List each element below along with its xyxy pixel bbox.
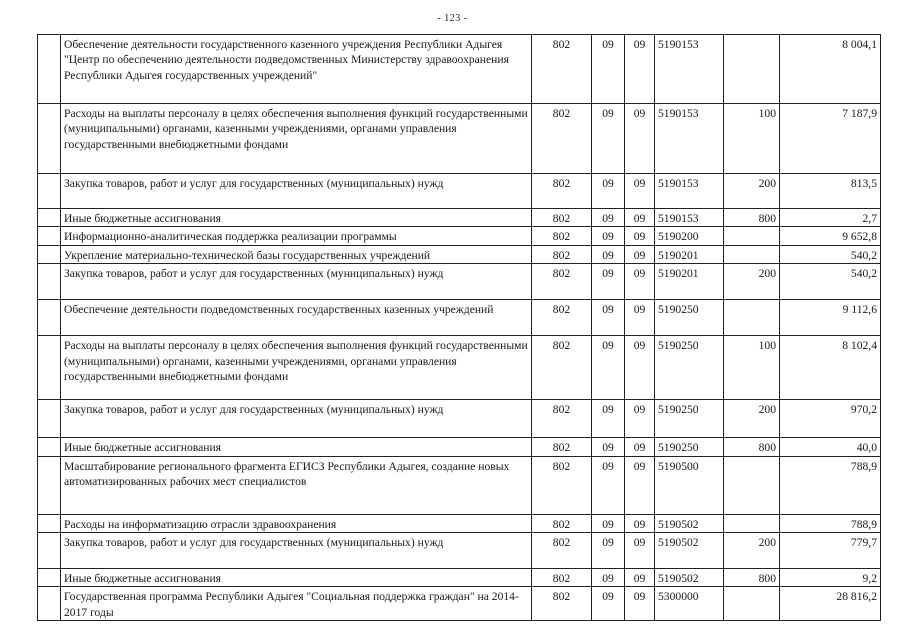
amount: 540,2: [780, 264, 881, 300]
target-article: 5300000: [655, 587, 724, 621]
target-article: 5190153: [655, 35, 724, 104]
amount: 28 816,2: [780, 587, 881, 621]
expense-type: [724, 300, 780, 336]
row-name: Обеспечение деятельности подведомственных государственных казенных учреждений: [61, 300, 532, 336]
amount: 40,0: [780, 438, 881, 456]
table-row: [38, 514, 881, 532]
row-number-cell: [38, 227, 61, 245]
subsection-code: 09: [625, 245, 655, 263]
row-number-cell: [38, 587, 61, 621]
row-name: Закупка товаров, работ и услуг для государственных (муниципальных) нужд: [61, 264, 532, 300]
row-number-cell: [38, 174, 61, 209]
ministry-code: 802: [532, 587, 592, 621]
target-article: 5190250: [655, 336, 724, 400]
table-row: [38, 264, 881, 300]
amount: 970,2: [780, 400, 881, 438]
ministry-code: 802: [532, 514, 592, 532]
section-code: 09: [592, 245, 625, 263]
table-row: [38, 245, 881, 263]
section-code: 09: [592, 587, 625, 621]
section-code: 09: [592, 35, 625, 104]
expense-type: 200: [724, 533, 780, 569]
section-code: 09: [592, 400, 625, 438]
ministry-code: 802: [532, 209, 592, 227]
row-number-cell: [38, 104, 61, 174]
target-article: 5190250: [655, 400, 724, 438]
ministry-code: 802: [532, 300, 592, 336]
ministry-code: 802: [532, 35, 592, 104]
section-code: 09: [592, 209, 625, 227]
subsection-code: 09: [625, 587, 655, 621]
target-article: 5190153: [655, 174, 724, 209]
section-code: 09: [592, 533, 625, 569]
row-number-cell: [38, 245, 61, 263]
section-code: 09: [592, 227, 625, 245]
ministry-code: 802: [532, 569, 592, 587]
table-row: [38, 104, 881, 174]
row-name: Расходы на выплаты персоналу в целях обеспечения выполнения функций государственными (муниципальными) органами, казенными учреждениями, органами управления государственными внебюджетными фондами: [61, 336, 532, 400]
page-number: - 123 -: [437, 13, 468, 24]
row-number-cell: [38, 336, 61, 400]
subsection-code: 09: [625, 174, 655, 209]
amount: 7 187,9: [780, 104, 881, 174]
target-article: 5190250: [655, 438, 724, 456]
row-name: Информационно-аналитическая поддержка реализации программы: [61, 227, 532, 245]
subsection-code: 09: [625, 514, 655, 532]
amount: 788,9: [780, 456, 881, 514]
amount: 779,7: [780, 533, 881, 569]
target-article: 5190153: [655, 209, 724, 227]
amount: 9 652,8: [780, 227, 881, 245]
table-row: [38, 209, 881, 227]
subsection-code: 09: [625, 104, 655, 174]
table-row: [38, 456, 881, 514]
expense-type: 200: [724, 264, 780, 300]
row-name: Масштабирование регионального фрагмента ЕГИСЗ Республики Адыгея, создание новых автоматизированных рабочих мест специалистов: [61, 456, 532, 514]
row-name: Расходы на выплаты персоналу в целях обеспечения выполнения функций государственными (муниципальными) органами, казенными учреждениями, органами управления государственными внебюджетными фондами: [61, 104, 532, 174]
target-article: 5190502: [655, 533, 724, 569]
section-code: 09: [592, 264, 625, 300]
table-row: [38, 400, 881, 438]
amount: 2,7: [780, 209, 881, 227]
target-article: 5190502: [655, 514, 724, 532]
amount: 8 102,4: [780, 336, 881, 400]
expense-type: 100: [724, 104, 780, 174]
expense-type: [724, 245, 780, 263]
row-number-cell: [38, 35, 61, 104]
subsection-code: 09: [625, 35, 655, 104]
target-article: 5190200: [655, 227, 724, 245]
target-article: 5190201: [655, 245, 724, 263]
table-row: [38, 569, 881, 587]
table-row: [38, 438, 881, 456]
expense-type: [724, 227, 780, 245]
amount: 9 112,6: [780, 300, 881, 336]
amount: 788,9: [780, 514, 881, 532]
table-row: [38, 35, 881, 104]
row-name: Закупка товаров, работ и услуг для государственных (муниципальных) нужд: [61, 174, 532, 209]
row-name: Иные бюджетные ассигнования: [61, 569, 532, 587]
row-name: Укрепление материально-технической базы государственных учреждений: [61, 245, 532, 263]
target-article: 5190250: [655, 300, 724, 336]
row-number-cell: [38, 514, 61, 532]
row-number-cell: [38, 264, 61, 300]
subsection-code: 09: [625, 300, 655, 336]
row-name: Закупка товаров, работ и услуг для государственных (муниципальных) нужд: [61, 400, 532, 438]
expense-type: 200: [724, 400, 780, 438]
expense-type: 800: [724, 569, 780, 587]
subsection-code: 09: [625, 569, 655, 587]
row-name: Закупка товаров, работ и услуг для государственных (муниципальных) нужд: [61, 533, 532, 569]
target-article: 5190201: [655, 264, 724, 300]
row-name: Иные бюджетные ассигнования: [61, 438, 532, 456]
section-code: 09: [592, 456, 625, 514]
ministry-code: 802: [532, 227, 592, 245]
row-number-cell: [38, 456, 61, 514]
expense-type: [724, 587, 780, 621]
subsection-code: 09: [625, 456, 655, 514]
row-name: Расходы на информатизацию отрасли здравоохранения: [61, 514, 532, 532]
target-article: 5190502: [655, 569, 724, 587]
subsection-code: 09: [625, 227, 655, 245]
target-article: 5190500: [655, 456, 724, 514]
section-code: 09: [592, 336, 625, 400]
target-article: 5190153: [655, 104, 724, 174]
ministry-code: 802: [532, 104, 592, 174]
section-code: 09: [592, 174, 625, 209]
ministry-code: 802: [532, 336, 592, 400]
section-code: 09: [592, 104, 625, 174]
subsection-code: 09: [625, 533, 655, 569]
table-row: [38, 174, 881, 209]
subsection-code: 09: [625, 400, 655, 438]
table-row: [38, 587, 881, 621]
table-body: [38, 35, 881, 621]
row-number-cell: [38, 438, 61, 456]
section-code: 09: [592, 300, 625, 336]
amount: 9,2: [780, 569, 881, 587]
table-row: [38, 227, 881, 245]
ministry-code: 802: [532, 174, 592, 209]
expense-type: [724, 514, 780, 532]
expense-type: [724, 35, 780, 104]
ministry-code: 802: [532, 456, 592, 514]
row-number-cell: [38, 209, 61, 227]
row-name: Обеспечение деятельности государственного казенного учреждения Республики Адыгея "Центр по обеспечению деятельности подведомственных Министерству здравоохранения Республики Адыгея государственных учреждений": [61, 35, 532, 104]
subsection-code: 09: [625, 264, 655, 300]
subsection-code: 09: [625, 336, 655, 400]
row-number-cell: [38, 569, 61, 587]
table-row: [38, 300, 881, 336]
ministry-code: 802: [532, 400, 592, 438]
section-code: 09: [592, 569, 625, 587]
expense-type: [724, 456, 780, 514]
subsection-code: 09: [625, 209, 655, 227]
expense-type: 200: [724, 174, 780, 209]
row-number-cell: [38, 533, 61, 569]
amount: 813,5: [780, 174, 881, 209]
row-name: Государственная программа Республики Адыгея "Социальная поддержка граждан" на 2014-2017 годы: [61, 587, 532, 621]
expense-type: 800: [724, 438, 780, 456]
expense-type: 100: [724, 336, 780, 400]
subsection-code: 09: [625, 438, 655, 456]
budget-table: [37, 34, 881, 621]
table-row: [38, 336, 881, 400]
section-code: 09: [592, 514, 625, 532]
amount: 540,2: [780, 245, 881, 263]
ministry-code: 802: [532, 245, 592, 263]
ministry-code: 802: [532, 264, 592, 300]
row-name: Иные бюджетные ассигнования: [61, 209, 532, 227]
expense-type: 800: [724, 209, 780, 227]
amount: 8 004,1: [780, 35, 881, 104]
row-number-cell: [38, 300, 61, 336]
row-number-cell: [38, 400, 61, 438]
table-row: [38, 533, 881, 569]
ministry-code: 802: [532, 438, 592, 456]
ministry-code: 802: [532, 533, 592, 569]
section-code: 09: [592, 438, 625, 456]
